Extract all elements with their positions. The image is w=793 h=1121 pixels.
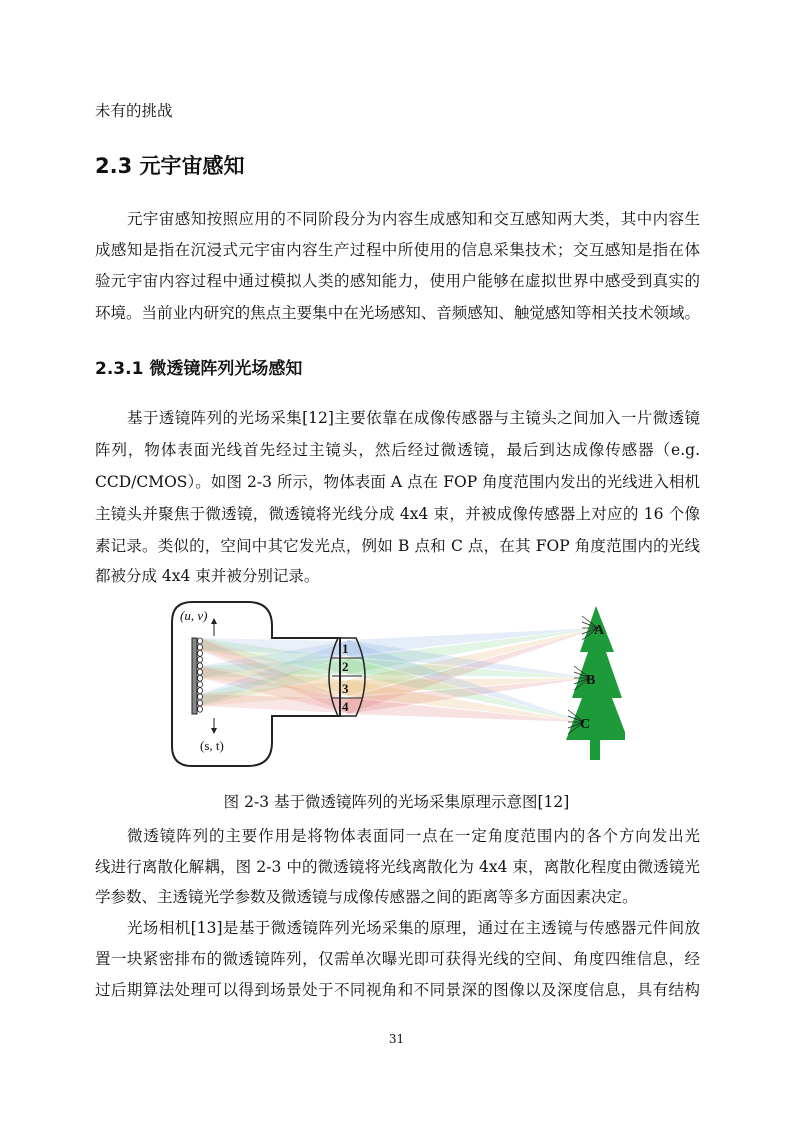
tree-object (566, 606, 625, 760)
figure-caption: 图 2-3 基于微透镜阵列的光场采集原理示意图[12] (223, 793, 570, 811)
ray-bundle (200, 628, 598, 722)
point-label: C (580, 717, 591, 732)
lead-line: 未有的挑战 (95, 102, 173, 120)
lens-number: 3 (342, 681, 349, 696)
section-title: 2.3 元宇宙感知 (95, 154, 245, 178)
image-sensor (192, 638, 197, 714)
microlens (198, 638, 203, 644)
para4-line-3: 过后期算法处理可以得到场景处于不同视角和不同景深的图像以及深度信息，具有结构 (95, 981, 700, 999)
microlens (198, 688, 203, 694)
uv-arrow-head (211, 618, 217, 624)
para2-line-5: 素记录。类似的，空间中其它发光点，例如 B 点和 C 点，在其 FOP 角度范围内的光线 (95, 537, 700, 555)
microlens (198, 706, 203, 712)
lens-number: 2 (342, 659, 349, 674)
para3-line-2: 线进行离散化解耦，图 2-3 中的微透镜将光线离散化为 4x4 束，离散化程度由微透镜光 (95, 858, 700, 876)
para1-line-3: 验元宇宙内容过程中通过模拟人类的感知能力，使用户能够在虚拟世界中感受到真实的 (95, 272, 700, 290)
microlens (198, 650, 203, 656)
microlens (198, 681, 203, 687)
para2-line-1: 基于透镜阵列的光场采集[12]主要依靠在成像传感器与主镜头之间加入一片微透镜 (127, 409, 700, 427)
st-arrow-head (211, 728, 217, 734)
microlens (198, 644, 203, 650)
para2-line-3: CCD/CMOS）。如图 2-3 所示，物体表面 A 点在 FOP 角度范围内发出的光线进入相机 (95, 473, 700, 491)
point-label: A (594, 623, 605, 638)
page-number: 31 (388, 1032, 405, 1046)
uv-label: (u, v) (180, 608, 208, 623)
para4-line-2: 置一块紧密排布的微透镜阵列，仅需单次曝光即可获得光线的空间、角度四维信息，经 (95, 950, 700, 968)
microlens (198, 700, 203, 706)
microlens (198, 663, 203, 669)
para1-line-4: 环境。当前业内研究的焦点主要集中在光场感知、音频感知、触觉感知等相关技术领域。 (95, 304, 700, 322)
point-label: B (586, 673, 596, 688)
light-field-figure (170, 600, 625, 770)
para3-line-3: 学参数、主透镜光学参数及微透镜与成像传感器之间的距离等多方面因素决定。 (95, 888, 638, 906)
para4-line-1: 光场相机[13]是基于微透镜阵列光场采集的原理，通过在主透镜与传感器元件间放 (127, 919, 700, 937)
para3-line-1: 微透镜阵列的主要作用是将物体表面同一点在一定角度范围内的各个方向发出光 (127, 827, 700, 845)
light-field-diagram (170, 600, 625, 770)
para1-line-1: 元宇宙感知按照应用的不同阶段分为内容生成感知和交互感知两大类，其中内容生 (127, 210, 700, 228)
microlens (198, 669, 203, 675)
tree-trunk (590, 740, 600, 760)
lens-number: 4 (342, 699, 349, 714)
microlens (198, 657, 203, 663)
subsection-title: 2.3.1 微透镜阵列光场感知 (95, 359, 303, 379)
para2-line-4: 主镜头并聚焦于微透镜，微透镜将光线分成 4x4 束，并被成像传感器上对应的 16 个像 (95, 505, 700, 523)
para2-line-6: 都被分成 4x4 束并被分别记录。 (95, 567, 320, 585)
para1-line-2: 成感知是指在沉浸式元宇宙内容生产过程中所使用的信息采集技术；交互感知是指在体 (95, 241, 700, 259)
lens-number: 1 (342, 641, 349, 656)
para2-line-2: 阵列，物体表面光线首先经过主镜头，然后经过微透镜，最后到达成像传感器（e.g. (95, 441, 700, 459)
microlens (198, 694, 203, 700)
st-label: (s, t) (200, 738, 224, 753)
microlens (198, 675, 203, 681)
